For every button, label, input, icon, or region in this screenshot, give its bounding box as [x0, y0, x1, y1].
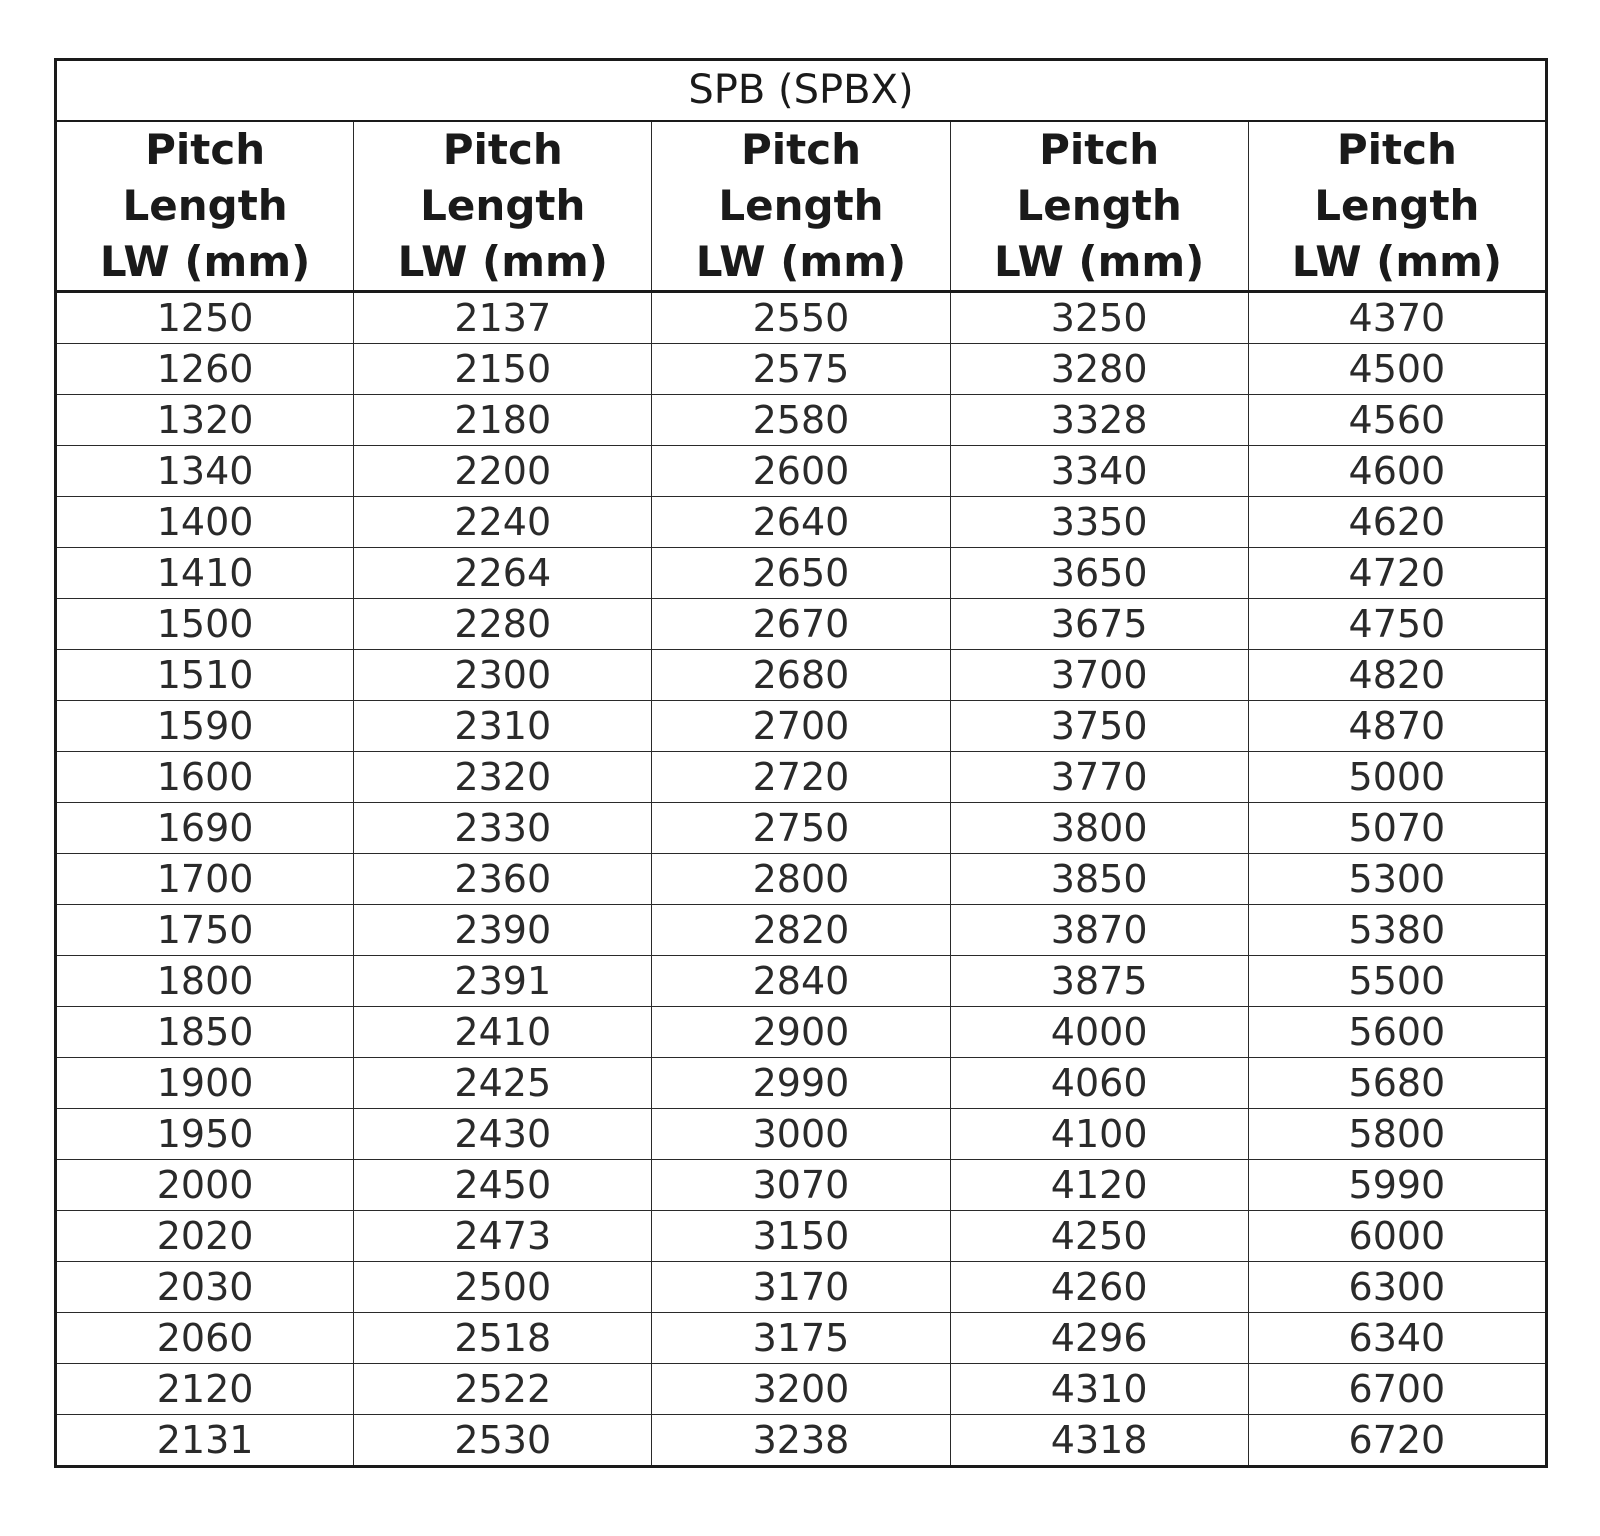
table-cell: 3170 — [652, 1262, 950, 1313]
table-cell: 2640 — [652, 497, 950, 548]
table-cell: 4318 — [950, 1415, 1248, 1467]
table-cell: 4720 — [1248, 548, 1546, 599]
table-cell: 3238 — [652, 1415, 950, 1467]
table-cell: 3870 — [950, 905, 1248, 956]
column-header-line2: LW (mm) — [695, 237, 907, 286]
table-cell: 4750 — [1248, 599, 1546, 650]
table-cell: 1260 — [56, 344, 354, 395]
column-header — [950, 121, 1248, 292]
table-cell: 6300 — [1248, 1262, 1546, 1313]
table-row — [56, 701, 1547, 752]
table-row — [56, 854, 1547, 905]
table-cell: 3175 — [652, 1313, 950, 1364]
table-cell: 4100 — [950, 1109, 1248, 1160]
table-cell: 3750 — [950, 701, 1248, 752]
table-cell: 1750 — [56, 905, 354, 956]
table-cell: 1900 — [56, 1058, 354, 1109]
table-row — [56, 446, 1547, 497]
table-cell: 2360 — [354, 854, 652, 905]
table-cell: 2670 — [652, 599, 950, 650]
table-cell: 2391 — [354, 956, 652, 1007]
table-cell: 2030 — [56, 1262, 354, 1313]
table-cell: 4620 — [1248, 497, 1546, 548]
column-header-line1: Pitch Length — [1314, 125, 1480, 230]
table-row — [56, 803, 1547, 854]
column-header — [354, 121, 652, 292]
table-cell: 2320 — [354, 752, 652, 803]
table-cell: 2900 — [652, 1007, 950, 1058]
column-header — [652, 121, 950, 292]
table-row — [56, 1058, 1547, 1109]
column-header-line1: Pitch Length — [122, 125, 288, 230]
table-cell: 1690 — [56, 803, 354, 854]
table-cell: 3280 — [950, 344, 1248, 395]
table-cell: 2240 — [354, 497, 652, 548]
table-cell: 4600 — [1248, 446, 1546, 497]
table-cell: 2280 — [354, 599, 652, 650]
table-cell: 2600 — [652, 446, 950, 497]
table-cell: 2522 — [354, 1364, 652, 1415]
table-cell: 5600 — [1248, 1007, 1546, 1058]
table-cell: 2180 — [354, 395, 652, 446]
table-cell: 2800 — [652, 854, 950, 905]
table-cell: 3340 — [950, 446, 1248, 497]
table-cell: 2137 — [354, 292, 652, 344]
table-cell: 2264 — [354, 548, 652, 599]
table-cell: 6700 — [1248, 1364, 1546, 1415]
table-cell: 4500 — [1248, 344, 1546, 395]
table-cell: 2060 — [56, 1313, 354, 1364]
column-header-line1: Pitch Length — [420, 125, 586, 230]
table-cell: 2680 — [652, 650, 950, 701]
table-cell: 2473 — [354, 1211, 652, 1262]
table-cell: 4560 — [1248, 395, 1546, 446]
table-cell: 3350 — [950, 497, 1248, 548]
table-cell: 4820 — [1248, 650, 1546, 701]
column-header-line1: Pitch Length — [1016, 125, 1182, 230]
table-cell: 2575 — [652, 344, 950, 395]
table-row — [56, 548, 1547, 599]
table-cell: 4260 — [950, 1262, 1248, 1313]
table-cell: 5990 — [1248, 1160, 1546, 1211]
table-row — [56, 1262, 1547, 1313]
table-row — [56, 1364, 1547, 1415]
table-cell: 3650 — [950, 548, 1248, 599]
table-cell: 3150 — [652, 1211, 950, 1262]
table-cell: 1500 — [56, 599, 354, 650]
table-cell: 2300 — [354, 650, 652, 701]
table-cell: 4000 — [950, 1007, 1248, 1058]
table-cell: 2650 — [652, 548, 950, 599]
table-cell: 3700 — [950, 650, 1248, 701]
table-cell: 3200 — [652, 1364, 950, 1415]
table-cell: 3770 — [950, 752, 1248, 803]
table-cell: 3675 — [950, 599, 1248, 650]
table-cell: 2410 — [354, 1007, 652, 1058]
table-cell: 3250 — [950, 292, 1248, 344]
table-cell: 1850 — [56, 1007, 354, 1058]
table-cell: 2840 — [652, 956, 950, 1007]
table-row — [56, 344, 1547, 395]
table-cell: 6340 — [1248, 1313, 1546, 1364]
table-cell: 1590 — [56, 701, 354, 752]
table-cell: 4060 — [950, 1058, 1248, 1109]
table-row — [56, 1109, 1547, 1160]
pitch-length-table — [54, 58, 1548, 1468]
column-header — [1248, 121, 1546, 292]
table-cell: 1950 — [56, 1109, 354, 1160]
table-cell: 3850 — [950, 854, 1248, 905]
table-cell: 2500 — [354, 1262, 652, 1313]
table-row — [56, 395, 1547, 446]
table-cell: 3800 — [950, 803, 1248, 854]
table-cell: 2550 — [652, 292, 950, 344]
table-cell: 2580 — [652, 395, 950, 446]
table-row — [56, 752, 1547, 803]
table-cell: 2020 — [56, 1211, 354, 1262]
table-cell: 2518 — [354, 1313, 652, 1364]
table-cell: 2425 — [354, 1058, 652, 1109]
table-cell: 2530 — [354, 1415, 652, 1467]
table-cell: 4370 — [1248, 292, 1546, 344]
column-header-line1: Pitch Length — [718, 125, 884, 230]
table-cell: 3000 — [652, 1109, 950, 1160]
table-cell: 4870 — [1248, 701, 1546, 752]
table-cell: 2450 — [354, 1160, 652, 1211]
column-header-line2: LW (mm) — [993, 237, 1205, 286]
table-row — [56, 1313, 1547, 1364]
table-row — [56, 650, 1547, 701]
table-cell: 2000 — [56, 1160, 354, 1211]
table-row — [56, 1211, 1547, 1262]
table-cell: 4296 — [950, 1313, 1248, 1364]
table-row — [56, 905, 1547, 956]
table-cell: 3875 — [950, 956, 1248, 1007]
table-cell: 6000 — [1248, 1211, 1546, 1262]
table-cell: 2150 — [354, 344, 652, 395]
table-cell: 2750 — [652, 803, 950, 854]
table-cell: 4120 — [950, 1160, 1248, 1211]
table-cell: 2700 — [652, 701, 950, 752]
column-header-line2: LW (mm) — [99, 237, 311, 286]
table-row — [56, 1415, 1547, 1467]
table-cell: 2820 — [652, 905, 950, 956]
table-row — [56, 1160, 1547, 1211]
table-title: SPB (SPBX) — [56, 60, 1547, 122]
table-cell: 5000 — [1248, 752, 1546, 803]
table-cell: 5300 — [1248, 854, 1546, 905]
column-header-line2: LW (mm) — [1291, 237, 1503, 286]
table-cell: 1250 — [56, 292, 354, 344]
table-cell: 3328 — [950, 395, 1248, 446]
table-cell: 5800 — [1248, 1109, 1546, 1160]
table-cell: 4310 — [950, 1364, 1248, 1415]
table-cell: 1510 — [56, 650, 354, 701]
table-cell: 2131 — [56, 1415, 354, 1467]
table-cell: 2120 — [56, 1364, 354, 1415]
table-cell: 5070 — [1248, 803, 1546, 854]
column-header — [56, 121, 354, 292]
table-cell: 1600 — [56, 752, 354, 803]
table-cell: 1400 — [56, 497, 354, 548]
table-row — [56, 956, 1547, 1007]
table-row — [56, 599, 1547, 650]
table-cell: 4250 — [950, 1211, 1248, 1262]
table-cell: 1320 — [56, 395, 354, 446]
table-cell: 2430 — [354, 1109, 652, 1160]
table-cell: 2310 — [354, 701, 652, 752]
table-row — [56, 292, 1547, 344]
column-header-line2: LW (mm) — [397, 237, 608, 286]
table-cell: 1340 — [56, 446, 354, 497]
table-cell: 3070 — [652, 1160, 950, 1211]
table-cell: 2390 — [354, 905, 652, 956]
table-cell: 6720 — [1248, 1415, 1546, 1467]
table-cell: 1410 — [56, 548, 354, 599]
table-cell: 5680 — [1248, 1058, 1546, 1109]
table-cell: 2330 — [354, 803, 652, 854]
table-cell: 1800 — [56, 956, 354, 1007]
table-cell: 1700 — [56, 854, 354, 905]
table-row — [56, 1007, 1547, 1058]
table-row — [56, 497, 1547, 548]
table-cell: 5380 — [1248, 905, 1546, 956]
title-row — [56, 60, 1547, 122]
table-cell: 2990 — [652, 1058, 950, 1109]
table-cell: 5500 — [1248, 956, 1546, 1007]
table-body — [56, 292, 1547, 1467]
table-cell: 2200 — [354, 446, 652, 497]
header-row — [56, 121, 1547, 292]
table-cell: 2720 — [652, 752, 950, 803]
